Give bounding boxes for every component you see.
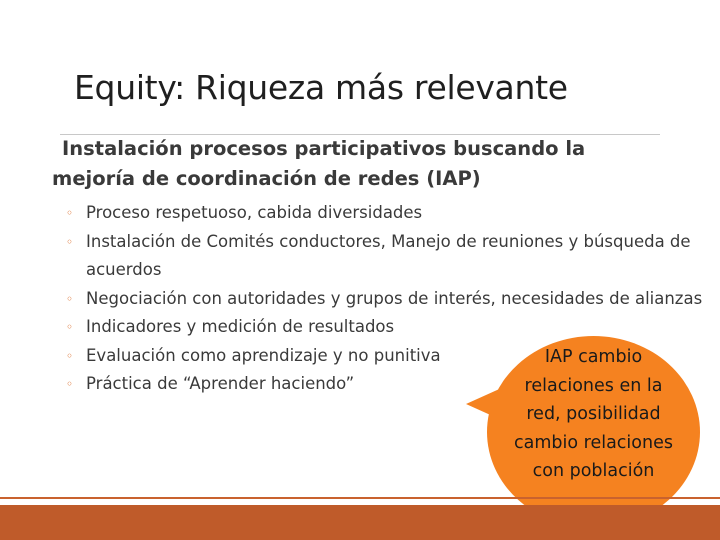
footer-accent-line [0,497,720,499]
bullet-marker-icon: ◦ [66,234,74,249]
slide-title: Equity: Riqueza más relevante [74,68,568,107]
callout-line: cambio relaciones [514,432,673,453]
bullet-text: Práctica de “Aprender haciendo” [86,374,355,393]
bullet-item [66,228,706,285]
bullet-text: Evaluación como aprendizaje y no punitiva [86,345,441,365]
bullet-marker-icon: ◦ [66,377,74,391]
bullet-text: Indicadores y medición de resultados [86,317,395,336]
bullet-item [66,199,706,228]
callout-line: con población [532,461,655,481]
heading-line-1: Instalación procesos participativos buscando la [62,137,586,160]
bullet-text: Instalación de Comités conductores, Manejo de reuniones y búsqueda de acuerdos [86,231,691,279]
callout-line: relaciones en la [524,375,663,396]
heading-line-2: mejoría de coordinación de redes (IAP) [52,167,481,190]
section-heading [52,134,652,194]
bullet-text: Proceso respetuoso, cabida diversidades [86,203,423,222]
bullet-marker-icon: ◦ [66,320,74,334]
bullet-marker-icon: ◦ [66,291,74,306]
bullet-item [66,285,706,314]
bullet-marker-icon: ◦ [66,206,74,220]
callout-text [487,343,700,486]
bullet-marker-icon: ◦ [66,348,74,363]
bullet-text: Negociación con autoridades y grupos de interés, necesidades de alianzas [86,288,703,308]
callout-line: red, posibilidad [526,404,661,424]
footer-bar [0,505,720,540]
callout-line: IAP cambio [544,347,643,367]
